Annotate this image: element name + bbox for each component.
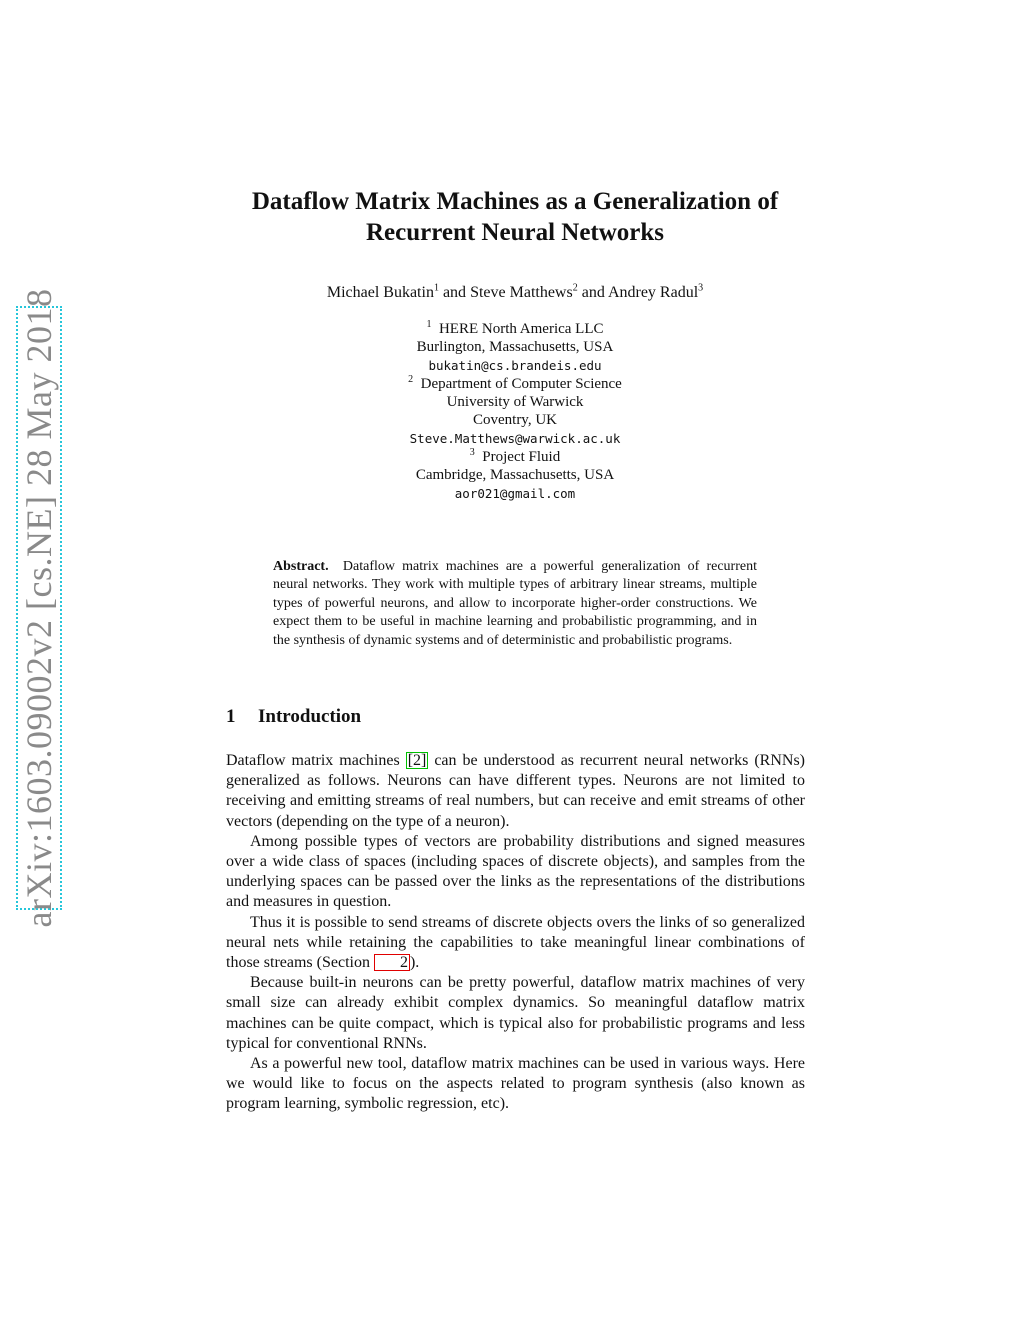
affiliation-3-org: $^3$ Project Fluid [469, 447, 561, 466]
section-ref-link[interactable]: 2 [374, 954, 410, 971]
author-1: Michael Bukatin [326, 284, 434, 301]
affiliation-1-org: $^1$ HERE North America LLC [426, 319, 604, 337]
abstract [273, 558, 757, 650]
author-3: Andrey Radul [607, 284, 699, 301]
arxiv-side-stamp [16, 288, 62, 928]
author-1-mark: 1 [433, 282, 439, 294]
author-2: Steve Matthews [470, 284, 573, 301]
author-list [200, 283, 830, 303]
paragraph: Dataflow matrix machines [2] can be understood as recurrent neural networks (RNNs) generalized as follows. Neurons can have different types. Neurons are not limited to receiving and emitting streams of real numbers, but can receive and emit streams of other vectors (depending on the type of a neuron). [226, 752, 806, 830]
affiliation-1-email[interactable]: bukatin@cs.brandeis.edu [428, 357, 602, 373]
title-line-1: Dataflow Matrix Machines as a Generalization of [251, 188, 779, 215]
affiliation-3-email[interactable]: aor021@gmail.com [454, 485, 576, 501]
affiliation-2-org: $^2$ Department of Computer Science [408, 373, 622, 392]
author-separator: and [438, 284, 471, 301]
arxiv-identifier: arXiv:1603.09002v2 [cs.NE] 28 May 2018 [19, 288, 59, 928]
affiliation-3-mark: 3 [469, 447, 475, 459]
paragraph: Thus it is possible to send streams of discrete objects overs the links of so generalized neural nets while retaining the capabilities to take meaningful linear combinations of those streams (Section 2 ). [226, 913, 805, 972]
affiliation-2-place: Coventry, UK [472, 412, 558, 429]
paragraph: Because built-in neurons can be pretty powerful, dataflow matrix machines of very small size can already exhibit complex dynamics. So meaningful dataflow matrix machines can be quite compact, which is typical also for probabilistic programs and less typical for conventional RNNs. [226, 974, 805, 1052]
abstract-label: Abstract. [273, 559, 329, 574]
abstract-text: Dataflow matrix machines are a powerful generalization of recurrent neural networks. They work with multiple types of arbitrary linear streams, multiple types of powerful neurons, and allow to incorporate higher-order constructions. We expect them to be useful in machine learning and probabilistic programming, and in the synthesis of dynamic systems and of deterministic and probabilistic programs. [273, 559, 757, 648]
paper-title [200, 186, 830, 248]
section-title: Introduction [258, 706, 362, 727]
paragraph: Among possible types of vectors are probability distributions and signed measures over a wide class of spaces (including spaces of discrete objects), and samples from the underlying spaces can be passed over the links as the representations of the distributions and measures in question. [226, 832, 805, 911]
affiliation-2-email[interactable]: Steve.Matthews@warwick.ac.uk [409, 430, 621, 446]
affiliation-3-place: Cambridge, Massachusetts, USA [415, 467, 615, 484]
affiliations [200, 320, 830, 503]
affiliation-2-org2: University of Warwick [446, 394, 584, 411]
citation-link[interactable]: [2] [407, 752, 427, 769]
section-heading [226, 705, 361, 729]
section-body [226, 751, 805, 1115]
title-line-2: Recurrent Neural Networks [365, 219, 665, 246]
affiliation-1-mark: 1 [426, 319, 432, 330]
affiliation-2-mark: 2 [408, 373, 414, 385]
affiliation-1-place: Burlington, Massachusetts, USA [416, 339, 614, 356]
author-3-mark: 3 [698, 282, 704, 294]
author-separator: and [577, 284, 608, 301]
author-2-mark: 2 [572, 282, 578, 294]
section-number: 1 [226, 706, 236, 727]
paragraph: As a powerful new tool, dataflow matrix machines can be used in various ways. Here we would like to focus on the aspects related to program synthesis (also known as program learning, symbolic regression, etc). [226, 1055, 805, 1113]
